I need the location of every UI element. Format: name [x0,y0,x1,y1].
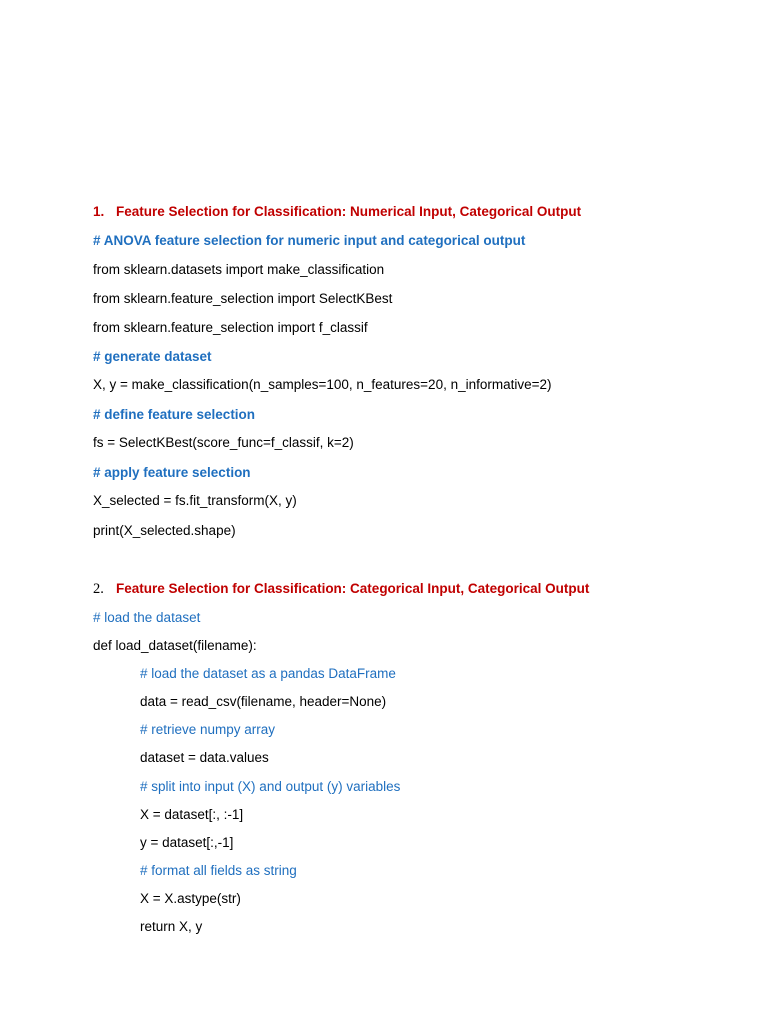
code-comment: # ANOVA feature selection for numeric input and categorical output [93,233,526,248]
code-line: X = X.astype(str) [140,891,241,906]
code-line: from sklearn.feature_selection import f_classif [93,320,368,335]
code-line: X_selected = fs.fit_transform(X, y) [93,493,297,508]
code-line: X = dataset[:, :-1] [140,807,244,822]
section-1-number: 1. [93,204,105,219]
code-line: X, y = make_classification(n_samples=100, n_features=20, n_informative=2) [93,377,552,392]
code-comment: # generate dataset [93,349,212,364]
code-comment: # split into input (X) and output (y) variables [140,779,401,794]
section-1-heading [93,203,581,221]
code-line: data = read_csv(filename, header=None) [140,694,387,709]
code-comment: # load the dataset as a pandas DataFrame [140,666,396,681]
section-2-title: Feature Selection for Classification: Categorical Input, Categorical Output [116,581,590,596]
code-line: return X, y [140,919,203,934]
code-line: from sklearn.datasets import make_classification [93,262,385,277]
section-1-title: Feature Selection for Classification: Numerical Input, Categorical Output [116,204,582,219]
code-line: from sklearn.feature_selection import SelectKBest [93,291,393,306]
code-comment: # format all fields as string [140,863,297,878]
code-comment: # define feature selection [93,407,256,422]
section-2-number: 2. [93,581,104,597]
code-line: y = dataset[:,-1] [140,835,234,850]
code-comment: # apply feature selection [93,465,251,480]
code-line: fs = SelectKBest(score_func=f_classif, k=2) [93,435,354,450]
code-comment: # retrieve numpy array [140,722,276,737]
section-2-heading [93,580,589,598]
code-line: def load_dataset(filename): [93,638,257,653]
code-comment: # load the dataset [93,610,201,625]
code-line: print(X_selected.shape) [93,523,236,538]
code-line: dataset = data.values [140,750,269,765]
